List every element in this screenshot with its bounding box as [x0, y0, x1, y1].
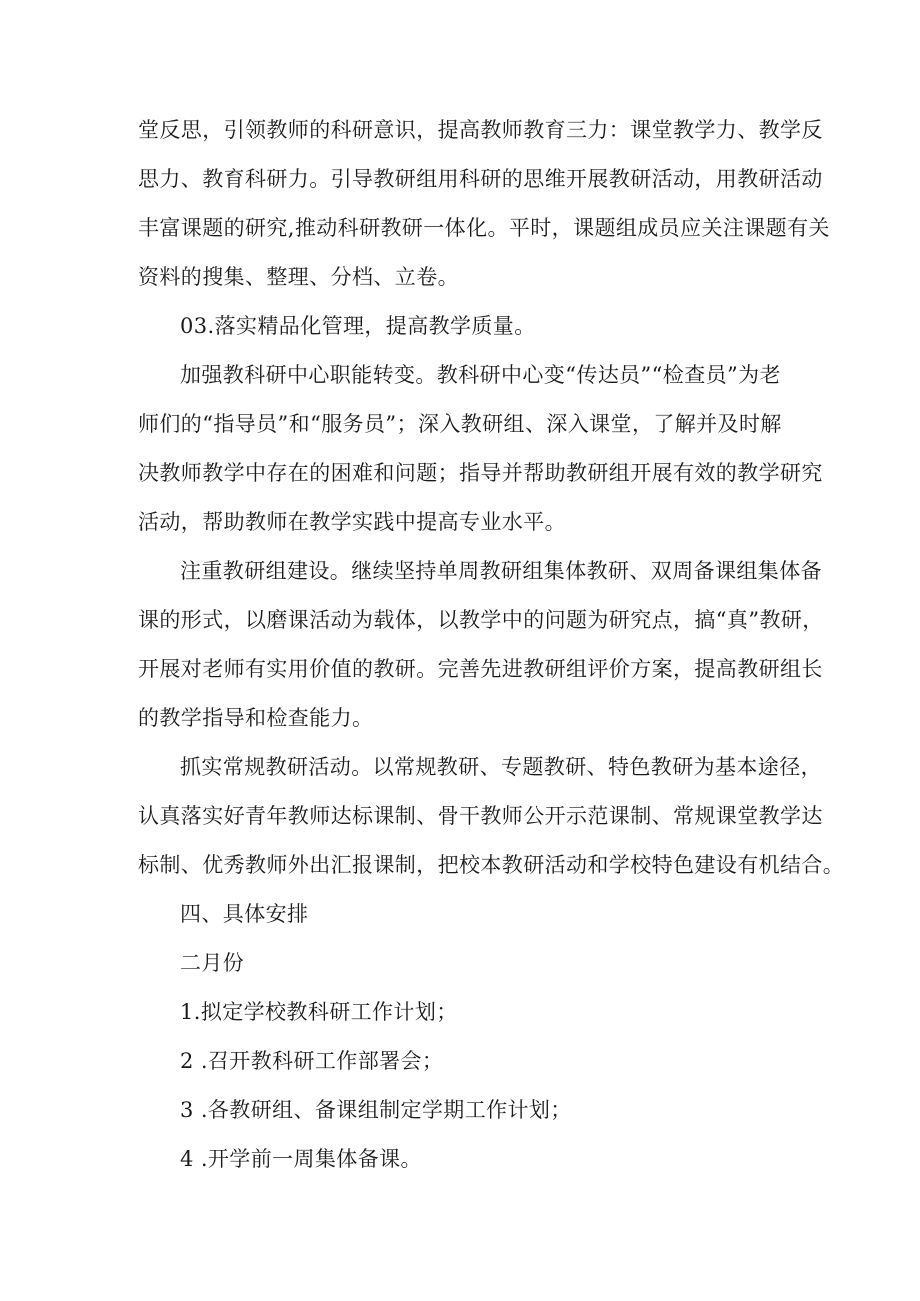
list-item: 1.拟定学校教科研工作计划；: [180, 1000, 458, 1024]
list-item: 4 .开学前一周集体备课。: [180, 1147, 422, 1171]
paragraph-line: 堂反思，引领教师的科研意识，提高教师教育三力：课堂教学力、教学反: [138, 118, 823, 142]
paragraph-line: 师们的“指导员”和“服务员”；深入教研组、深入课堂，了解并及时解: [138, 412, 782, 436]
paragraph-line: 认真落实好青年教师达标课制、骨干教师公开示范课制、常规课堂教学达: [138, 804, 823, 828]
section-heading: 四、具体安排: [180, 902, 309, 926]
paragraph-line: 加强教科研中心职能转变。教科研中心变“传达员”“检查员”为老: [180, 363, 781, 387]
paragraph-line: 开展对老师有实用价值的教研。完善先进教研组评价方案，提高教研组长: [138, 657, 823, 681]
list-item: 2 .召开教科研工作部署会；: [180, 1049, 444, 1073]
paragraph-line: 抓实常规教研活动。以常规教研、专题教研、特色教研为基本途径，: [180, 755, 822, 779]
paragraph-line: 的教学指导和检查能力。: [138, 706, 374, 730]
paragraph-line: 课的形式，以磨课活动为载体，以教学中的问题为研究点，搞“真”教研，: [138, 608, 824, 632]
month-heading: 二月份: [180, 951, 245, 975]
paragraph-line: 资料的搜集、整理、分档、立卷。: [138, 265, 459, 289]
section-heading: 03.落实精品化管理，提高教学质量。: [180, 314, 536, 338]
paragraph-line: 活动，帮助教师在教学实践中提高专业水平。: [138, 510, 566, 534]
paragraph-line: 决教师教学中存在的困难和问题；指导并帮助教研组开展有效的教学研究: [138, 461, 823, 485]
list-item: 3 .各教研组、备课组制定学期工作计划；: [180, 1098, 572, 1122]
paragraph-line: 注重教研组建设。继续坚持单周教研组集体教研、双周备课组集体备: [180, 559, 822, 583]
paragraph-line: 标制、优秀教师外出汇报课制，把校本教研活动和学校特色建设有机结合。: [138, 853, 845, 877]
paragraph-line: 思力、教育科研力。引导教研组用科研的思维开展教研活动，用教研活动: [138, 167, 823, 191]
paragraph-line: 丰富课题的研究,推动科研教研一体化。平时，课题组成员应关注课题有关: [138, 216, 830, 240]
